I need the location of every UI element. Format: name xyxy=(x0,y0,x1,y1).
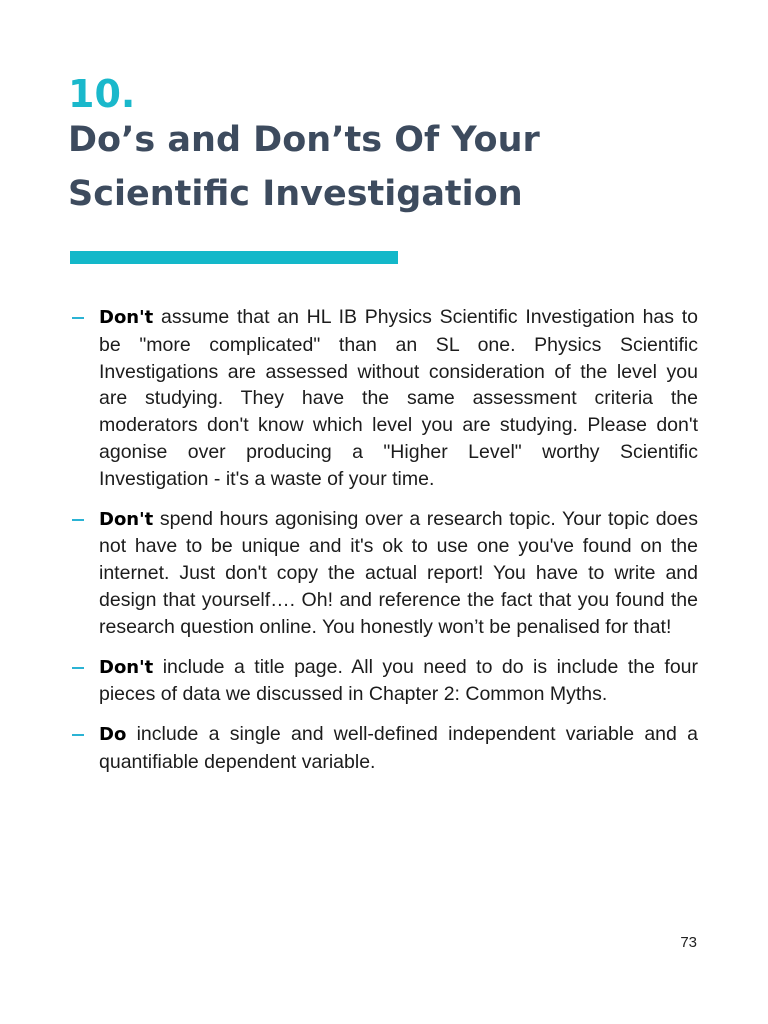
tip-item xyxy=(70,506,698,641)
tip-item xyxy=(70,304,698,493)
page-number: 73 xyxy=(680,934,697,951)
tip-keyword: Don't xyxy=(99,656,154,678)
tip-text: spend hours agonising over a research topic. Your topic does not have to be unique and it's ok to use one you've found on the internet. Just don't copy the actual report! You have to write and design that yourself…. Oh! and reference the fact that you found the research question online. You honestly won’t be penalised for that! xyxy=(99,507,698,638)
dash-bullet-icon xyxy=(72,667,84,669)
tip-item xyxy=(70,721,698,776)
tip-text: include a title page. All you need to do is include the four pieces of data we discussed in Chapter 2: Common Myths. xyxy=(99,655,699,706)
dash-bullet-icon xyxy=(72,519,84,521)
tip-keyword: Don't xyxy=(99,307,154,328)
tip-keyword: Don't xyxy=(99,508,154,530)
chapter-number: 10. xyxy=(68,72,136,116)
tips-list xyxy=(70,304,698,789)
dash-bullet-icon xyxy=(72,734,84,736)
tip-keyword: Do xyxy=(99,724,127,746)
chapter-title: Do’s and Don’ts Of Your Scientific Investigation xyxy=(68,120,540,214)
title-underline-bar xyxy=(70,251,398,264)
tip-text: assume that an HL IB Physics Scientific Investigation has to be "more complicated" than an SL one. Physics Scientific Investigations are assessed without consideration of the level you are studying. They have the same assessment criteria the moderators don't know which level you are studying. Please don't agonise over producing a "Higher Level" worthy Scientific Investigation - it's a waste of your time. xyxy=(99,306,698,490)
dash-bullet-icon xyxy=(72,317,84,319)
tip-text: include a single and well-defined independent variable and a quantifiable dependent variable. xyxy=(99,723,698,773)
tip-item xyxy=(70,654,698,709)
